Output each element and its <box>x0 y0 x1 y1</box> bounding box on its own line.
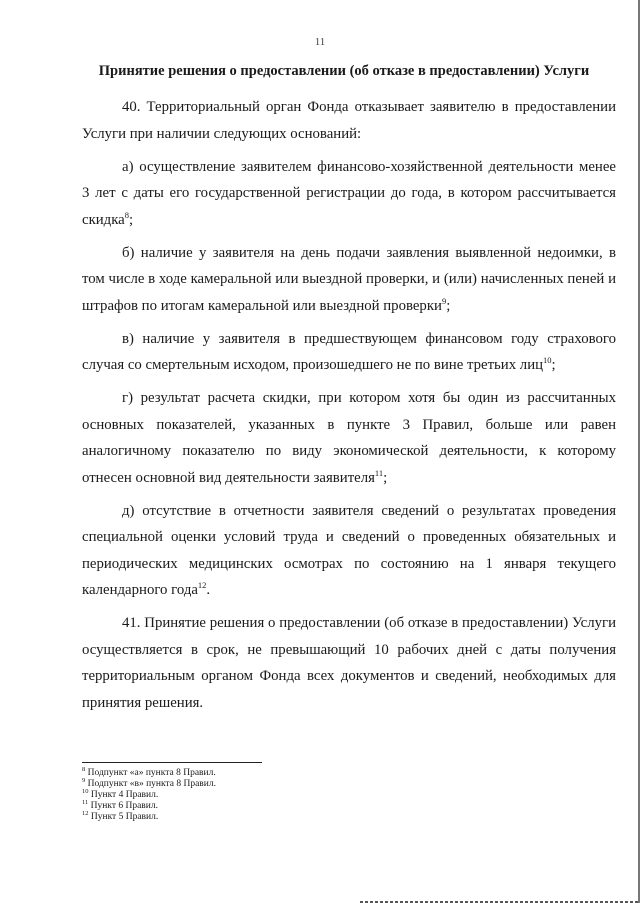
footnote: $^{11}$ Пункт 6 Правил. <box>82 798 158 811</box>
footnote: $^{10}$ Пункт 4 Правил. <box>82 787 159 800</box>
section-heading: Принятие решения о предоставлении (об отказе в предоставлении) Услуги <box>98 63 590 79</box>
footnote-divider <box>82 762 262 763</box>
paragraph-40-v: в) наличие у заявителя в предшествующем финансовом году страхового случая со смертельным исходом, произошедшего не по вине третьих лиц$^{10}$; <box>82 330 616 373</box>
paragraph-40-d: д) отсутствие в отчетности заявителя сведений о результатах проведения специальной оценки условий труда и сведений о проведенных обязательных и периодических медицинских осмотрах по состоянию на 1 января текущего календарного года$^{12}$. <box>82 502 616 598</box>
body-text <box>82 94 616 723</box>
paragraph-40: 40. Территориальный орган Фонда отказывает заявителю в предоставлении Услуги при наличии следующих оснований: <box>82 99 616 142</box>
paragraph-40-b: б) наличие у заявителя на день подачи заявления выявленной недоимки, в том числе в ходе камеральной или выездной проверки, и (или) начисленных пеней и штрафов по итогам камеральной или выездной проверки$^9$; <box>82 244 616 314</box>
page-number: 11 <box>314 36 326 48</box>
footnote-ref: 9 <box>441 295 447 306</box>
paragraph-40-g: г) результат расчета скидки, при котором хотя бы один из рассчитанных основных показателей, указанных в пункте 3 Правил, больше или равен аналогичному показателю по виду экономической деятельности, к которому отнесен основной вид деятельности заявителя$^{11}$; <box>82 390 616 486</box>
paragraph-41: 41. Принятие решения о предоставлении (об отказе в предоставлении) Услуги осуществляется в срок, не превышающий 10 рабочих дней с даты получения территориальным органом Фонда всех документов и сведений, необходимых для принятия решения. <box>82 615 616 711</box>
footnote-ref: 10 <box>543 355 552 366</box>
footnote: $^8$ Подпункт «а» пункта 8 Правил. <box>82 765 216 778</box>
footnotes <box>82 762 616 823</box>
footnote-ref: 8 <box>124 209 129 220</box>
paragraph-40-a: а) осуществление заявителем финансово-хозяйственной деятельности менее 3 лет с даты его государственной регистрации до года, в котором рассчитывается скидка$^8$; <box>82 158 616 228</box>
footnote: $^{12}$ Пункт 5 Правил. <box>82 809 159 822</box>
footnote-ref: 11 <box>374 467 384 478</box>
footnote: $^9$ Подпункт «в» пункта 8 Правил. <box>82 776 216 789</box>
footnote-ref: 12 <box>197 580 207 591</box>
